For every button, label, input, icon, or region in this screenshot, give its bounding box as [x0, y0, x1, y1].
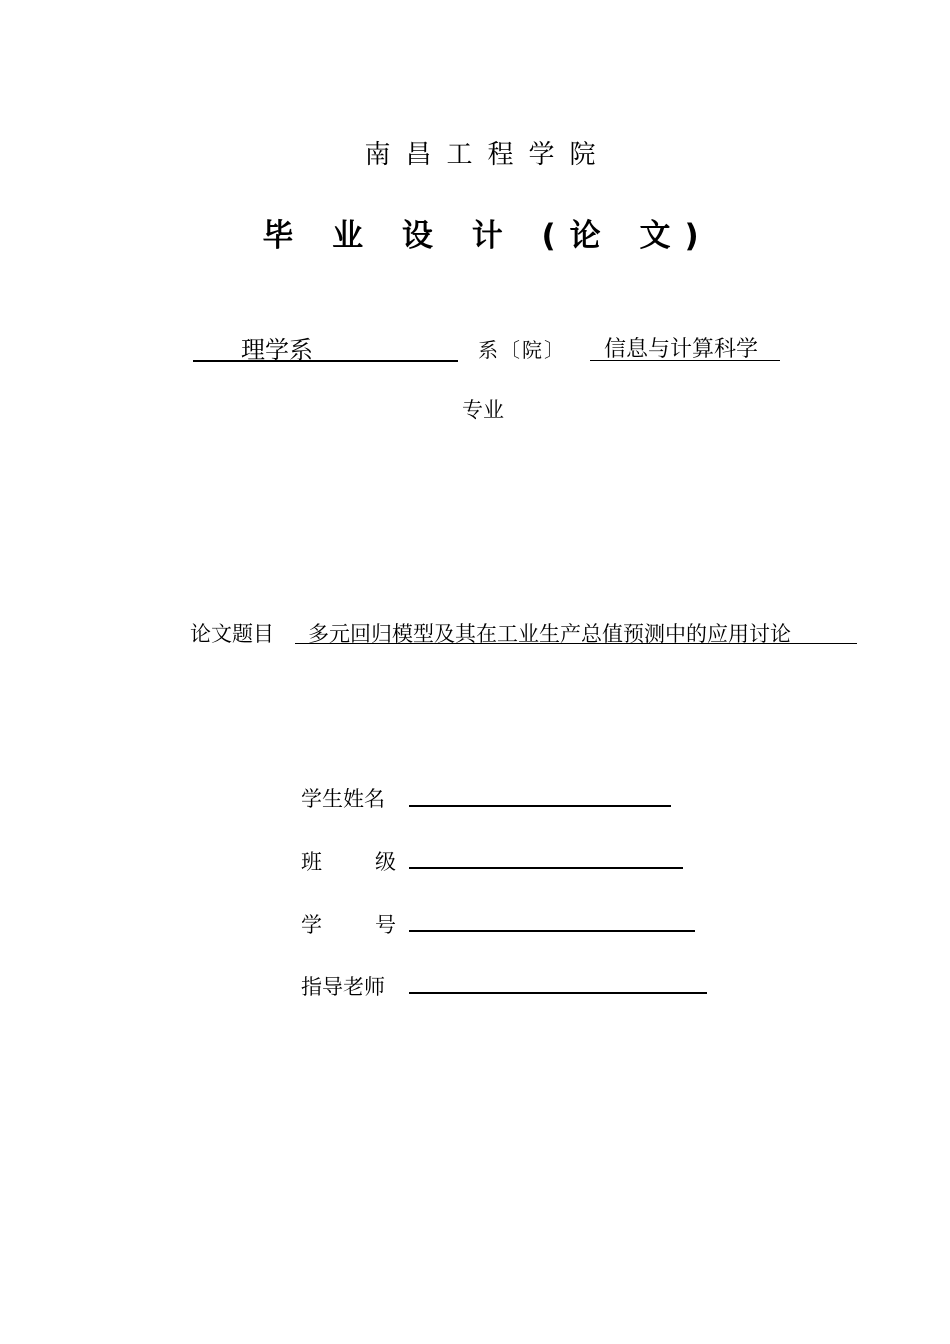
document-title: 毕 业 设 计 (论 文) — [262, 218, 713, 254]
student-name-field — [409, 804, 671, 807]
advisor-field — [409, 991, 707, 994]
class-label-char-1: 班 — [301, 850, 322, 874]
class-label — [301, 846, 396, 876]
topic-field — [295, 616, 857, 644]
major-suffix-label: 专业 — [462, 398, 504, 422]
student-id-label-char-1: 学 — [301, 913, 322, 937]
student-id-label — [301, 909, 396, 939]
student-id-label-char-2: 号 — [375, 913, 396, 937]
university-name: 南昌工程学院 — [364, 140, 611, 170]
department-field — [193, 330, 458, 362]
department-suffix-label: 系〔院〕 — [478, 338, 566, 362]
class-field — [409, 866, 683, 869]
topic-label: 论文题目 — [190, 622, 274, 646]
advisor-label: 指导老师 — [301, 975, 385, 999]
major-value: 信息与计算科学 — [604, 337, 759, 362]
department-value: 理学系 — [241, 336, 313, 364]
major-field — [590, 332, 780, 361]
student-name-label: 学生姓名 — [301, 787, 385, 811]
student-id-field — [409, 929, 695, 932]
class-label-char-2: 级 — [375, 850, 396, 874]
topic-value: 多元回归模型及其在工业生产总值预测中的应用讨论 — [308, 622, 791, 646]
